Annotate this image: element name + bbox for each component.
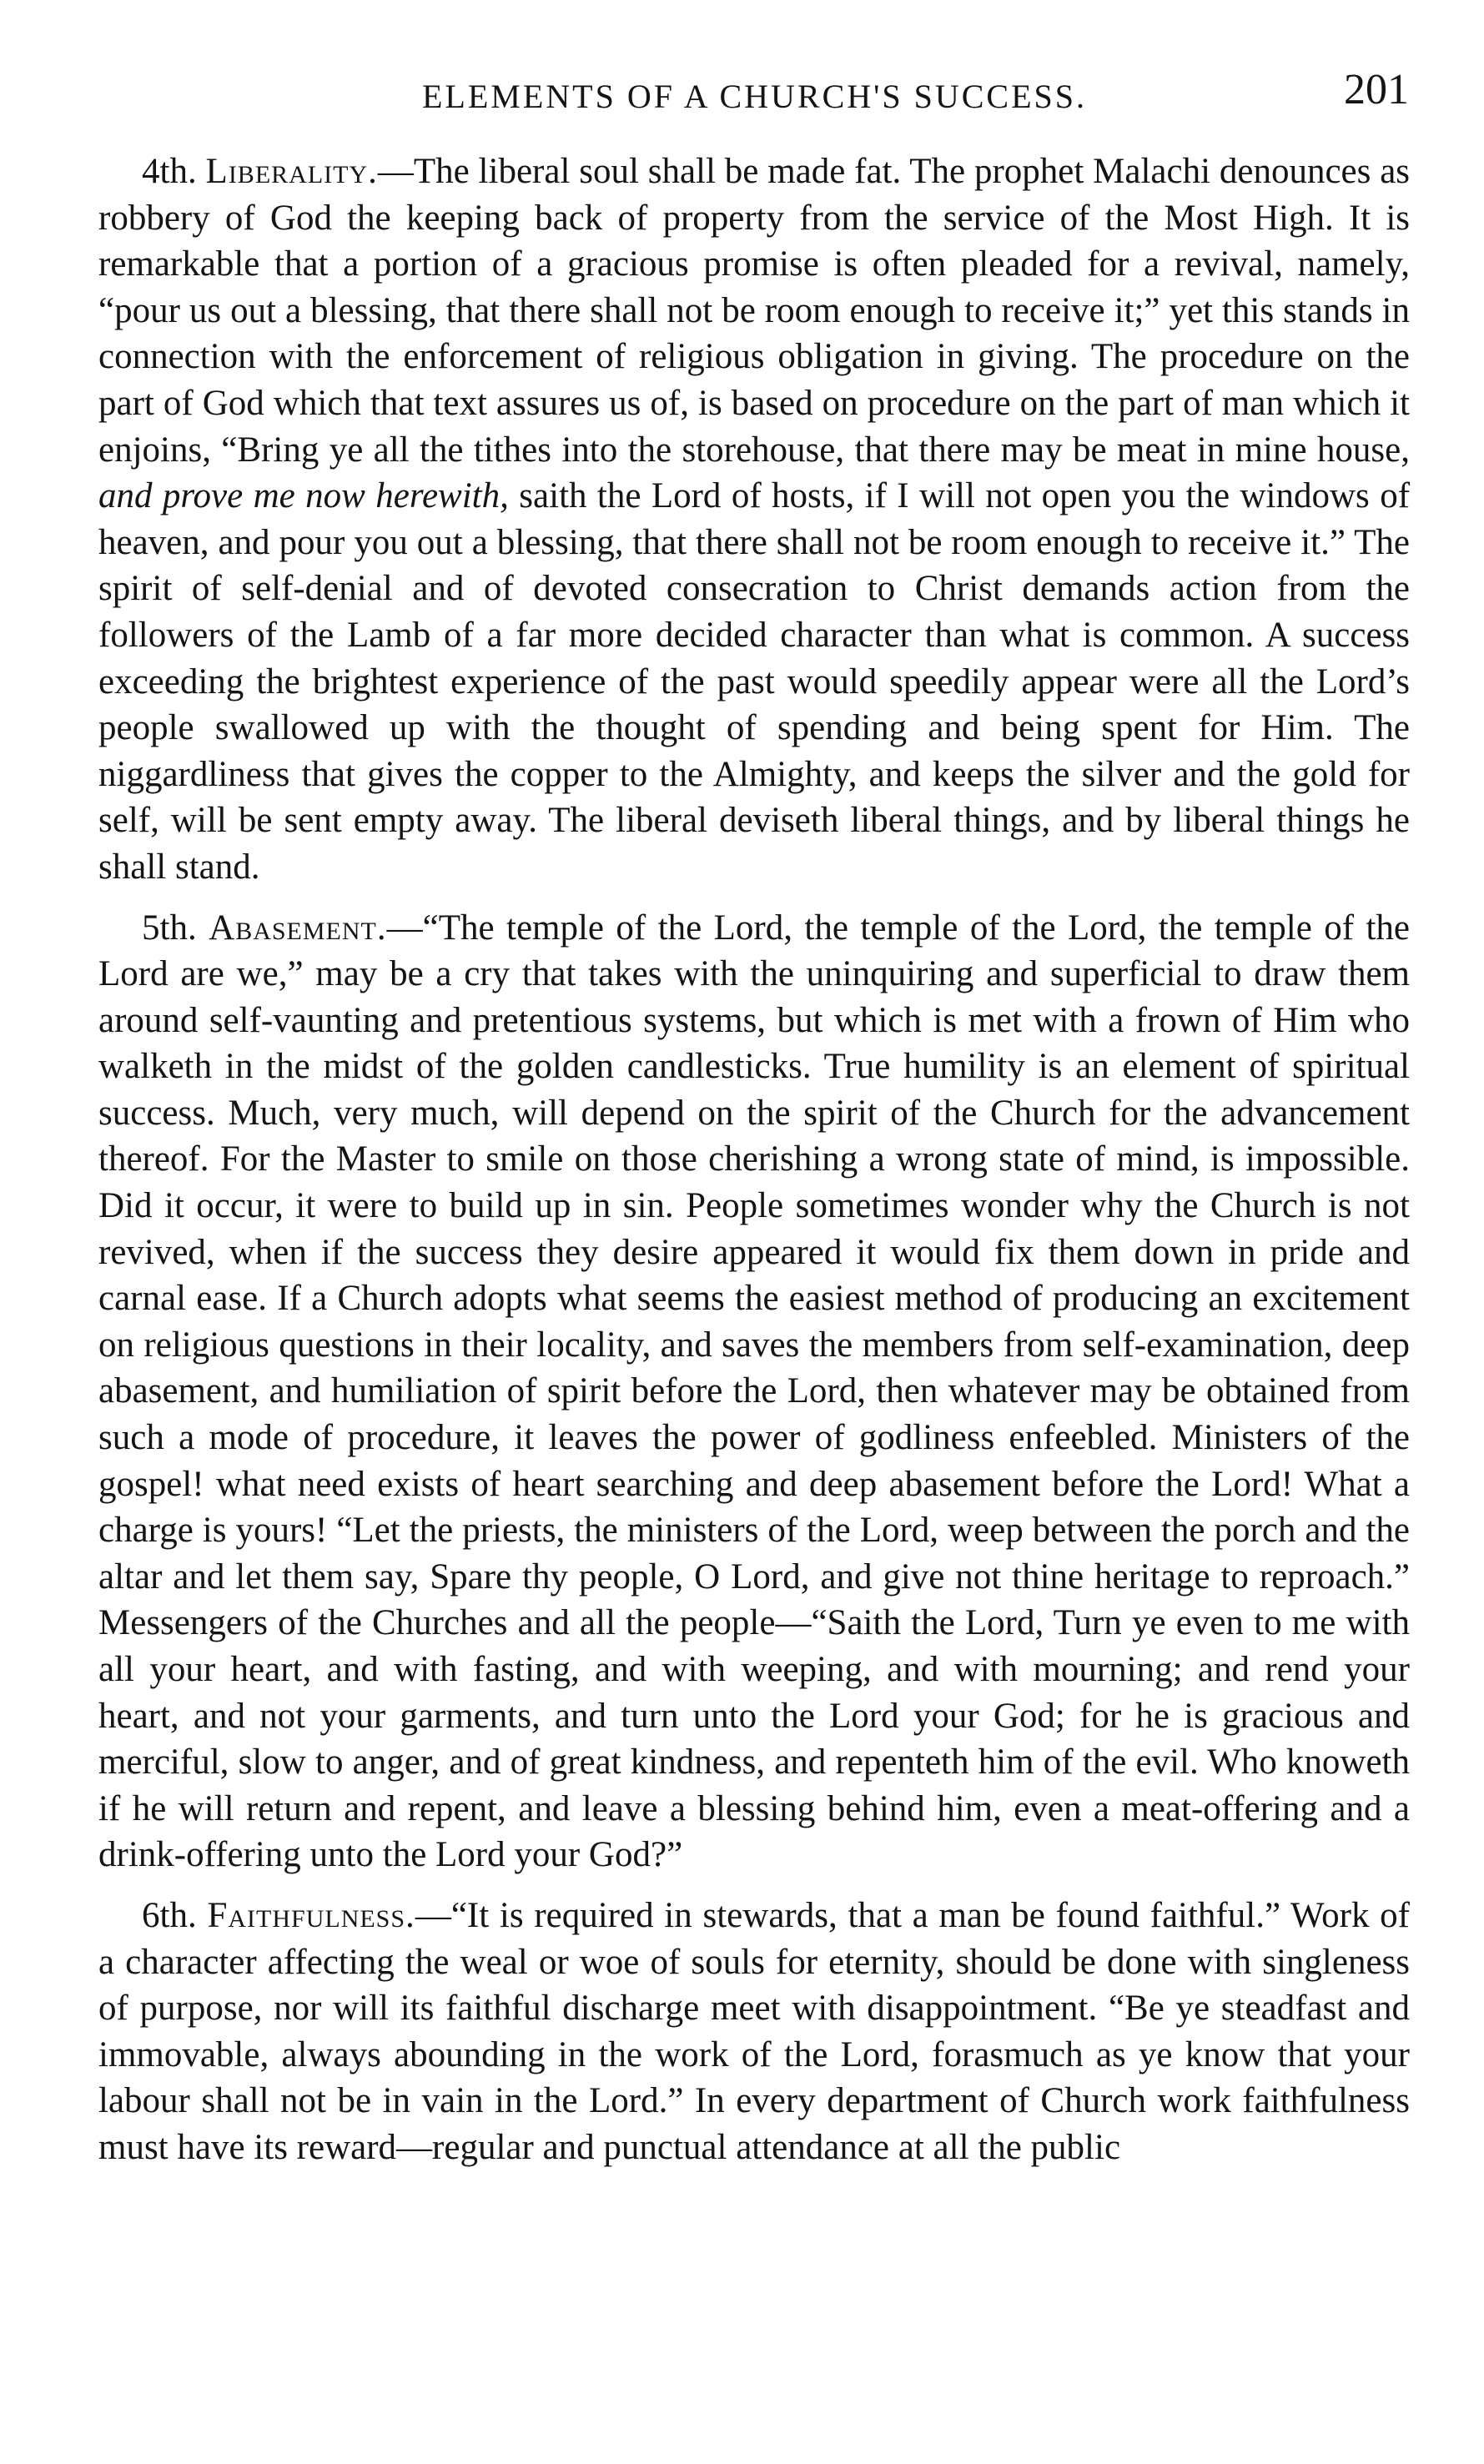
italic-quote: and prove me now herewith, <box>98 476 509 516</box>
paragraph-text: —“The temple of the Lord, the temple of the Lord, the temple of the Lord are we,” may be a cry that takes with the uninquiring and superficial to draw them around self-vaunting and pretentious systems, but which is met with a frown of Him who walketh in the midst of the golden candlesticks. True humility is an element of spiritual success. Much, very much, will depend on the spirit of the Church for the advancement thereof. For the Master to smile on those cherishing a wrong state of mind, is impossible. Did it occur, it were to build up in sin. People sometimes wonder why the Church is not revived, when if the success they desire appeared it would fix them down in pride and carnal ease. If a Church adopts what seems the easiest method of producing an excitement on religious questions in their locality, and saves the members from self-examination, deep abasement, and humiliation of spirit before the Lord, then whatever may be obtained from such a mode of procedure, it leaves the power of godliness enfeebled. Ministers of the gospel! what need exists of heart searching and deep abasement before the Lord! What a charge is yours! “Let the priests, the ministers of the Lord, weep between the porch and the altar and let them say, Spare thy people, O Lord, and give not thine heritage to reproach.” Messengers of the Churches and all the people—“Saith the Lord, Turn ye even to me with all your heart, and with fasting, and with weeping, and with mourning; and rend your heart, and not your garments, and turn unto the Lord your God; for he is gracious and merciful, slow to anger, and of great kindness, and repenteth him of the evil. Who knoweth if he will return and repent, and leave a blessing behind him, even a meat-offering and a drink-offering unto the Lord your God?” <box>98 908 1411 1875</box>
page-number: 201 <box>1344 66 1409 113</box>
section-heading-abasement: Abasement. <box>209 908 387 948</box>
paragraph-faithfulness <box>98 1893 1410 2171</box>
paragraph-text-continued: saith the Lord of hosts, if I will not open you the windows of heaven, and pour you out a blessing, that there shall not be room enough to receive it.” The spirit of self-denial and of devoted consecration to Christ demands action from the followers of the Lamb of a far more decided character than what is common. A success exceeding the brightest experience of the past would speedily appear were all the Lord’s people swallowed up with the thought of spending and being spent for Him. The niggardliness that gives the copper to the Almighty, and keeps the silver and the gold for self, will be sent empty away. The liberal deviseth liberal things, and by liberal things he shall stand. <box>98 476 1411 887</box>
paragraph-number: 5th. <box>142 908 197 948</box>
paragraph-abasement <box>98 905 1410 1878</box>
paragraph-text: —The liberal soul shall be made fat. The prophet Malachi denounces as robbery of God the keeping back of property from the service of the Most High. It is remarkable that a portion of a gracious promise is often pleaded for a revival, namely, “pour us out a blessing, that there shall not be room enough to receive it;” yet this stands in connection with the enforcement of religious obligation in giving. The procedure on the part of God which that text assures us of, is based on procedure on the part of man which it enjoins, “Bring ye all the tithes into the storehouse, that there may be meat in mine house, <box>98 152 1411 470</box>
paragraph-liberality <box>98 148 1410 891</box>
body-text <box>98 148 1410 2185</box>
paragraph-text: —“It is required in stewards, that a man be found faithful.” Work of a character affecting the weal or woe of souls for eternity, should be done with singleness of purpose, nor will its faithful discharge meet with disappointment. “Be ye steadfast and immovable, always abounding in the work of the Lord, forasmuch as ye know that your labour shall not be in vain in the Lord.” In every department of Church work faithfulness must have its reward—regular and punctual attendance at all the public <box>98 1895 1411 2167</box>
paragraph-number: 4th. <box>142 152 197 191</box>
section-heading-faithfulness: Faithfulness. <box>207 1895 415 1935</box>
running-title: ELEMENTS OF A CHURCH'S SUCCESS. <box>421 78 1088 115</box>
running-head <box>100 65 1409 123</box>
paragraph-number: 6th. <box>142 1895 197 1935</box>
section-heading-liberality: Liberality. <box>205 152 378 191</box>
